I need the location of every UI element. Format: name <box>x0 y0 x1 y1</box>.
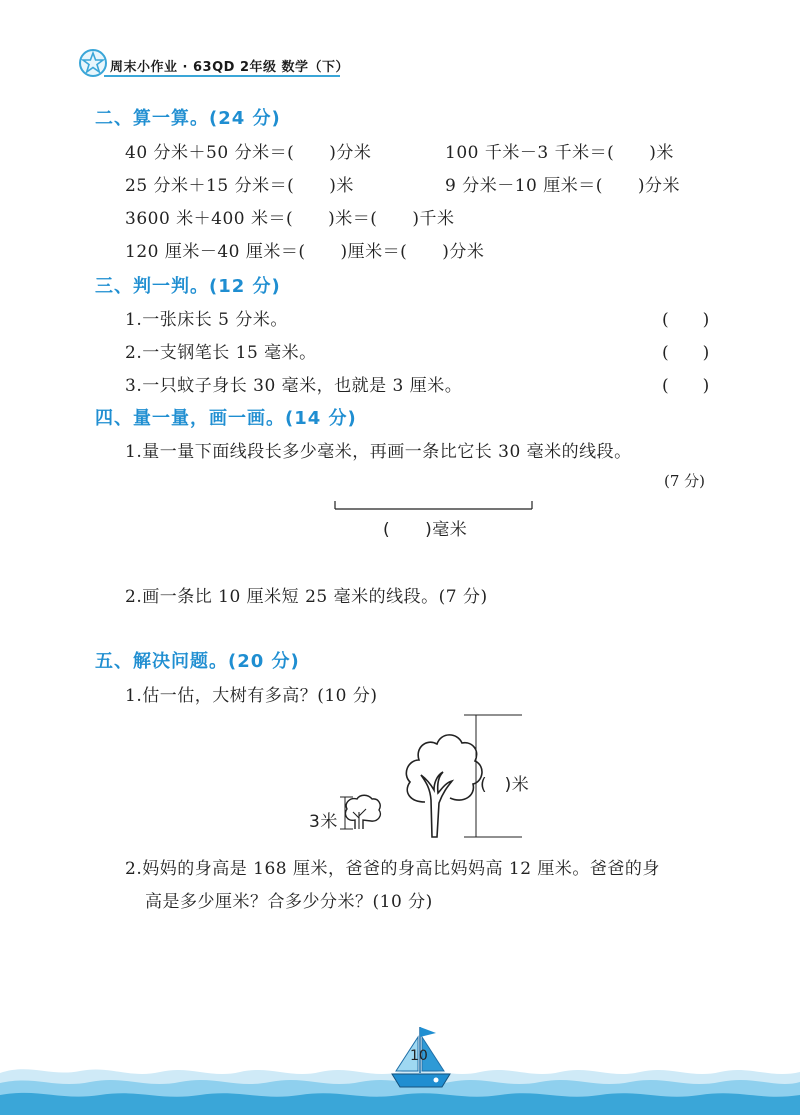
judge-item-2: 2.一支钢笔长 15 毫米。 <box>125 343 317 363</box>
footer-waves <box>0 1025 800 1115</box>
big-tree-answer: ( )米 <box>480 775 530 795</box>
page-number: 10 <box>410 1048 428 1064</box>
problem-question-2-line1: 2.妈妈的身高是 168 厘米，爸爸的身高比妈妈高 12 厘米。爸爸的身 <box>125 859 660 879</box>
small-tree-label: 3米 <box>309 812 338 832</box>
section2-title: 二、算一算。(24 分) <box>95 108 281 129</box>
measure-question-1-score: (7 分) <box>664 472 706 490</box>
section4-title: 四、量一量，画一画。(14 分) <box>95 408 357 429</box>
header-underline <box>104 75 340 77</box>
measure-segment <box>330 500 540 514</box>
header-title: 周末小作业 · 63QD 2年级 数学（下） <box>110 60 350 75</box>
calc-row-3: 3600 米＋400 米＝( )米＝( )千米 <box>125 209 455 229</box>
calc-row-1a: 40 分米＋50 分米＝( )分米 <box>125 143 372 163</box>
segment-answer: ( )毫米 <box>383 520 468 540</box>
calc-row-2a: 25 分米＋15 分米＝( )米 <box>125 176 354 196</box>
page-header <box>78 48 350 78</box>
judge-item-1: 1.一张床长 5 分米。 <box>125 310 288 330</box>
measure-question-1: 1.量一量下面线段长多少毫米，再画一条比它长 30 毫米的线段。 <box>125 442 632 462</box>
calc-row-1b: 100 千米－3 千米＝( )米 <box>445 143 674 163</box>
calc-row-2b: 9 分米－10 厘米＝( )分米 <box>445 176 681 196</box>
judge-answer-3: ( ) <box>662 376 710 396</box>
star-logo-icon <box>78 48 108 78</box>
measure-question-2: 2.画一条比 10 厘米短 25 毫米的线段。(7 分) <box>125 587 488 607</box>
section3-title: 三、判一判。(12 分) <box>95 276 281 297</box>
big-tree-icon <box>406 735 482 837</box>
section5-title: 五、解决问题。(20 分) <box>95 651 300 672</box>
small-tree-icon <box>345 795 380 829</box>
problem-question-2-line2: 高是多少厘米？合多少分米？(10 分) <box>145 892 433 912</box>
judge-answer-2: ( ) <box>662 343 710 363</box>
calc-row-4: 120 厘米－40 厘米＝( )厘米＝( )分米 <box>125 242 485 262</box>
problem-question-1: 1.估一估，大树有多高？(10 分) <box>125 686 378 706</box>
judge-answer-1: ( ) <box>662 310 710 330</box>
judge-item-3: 3.一只蚊子身长 30 毫米，也就是 3 厘米。 <box>125 376 463 396</box>
